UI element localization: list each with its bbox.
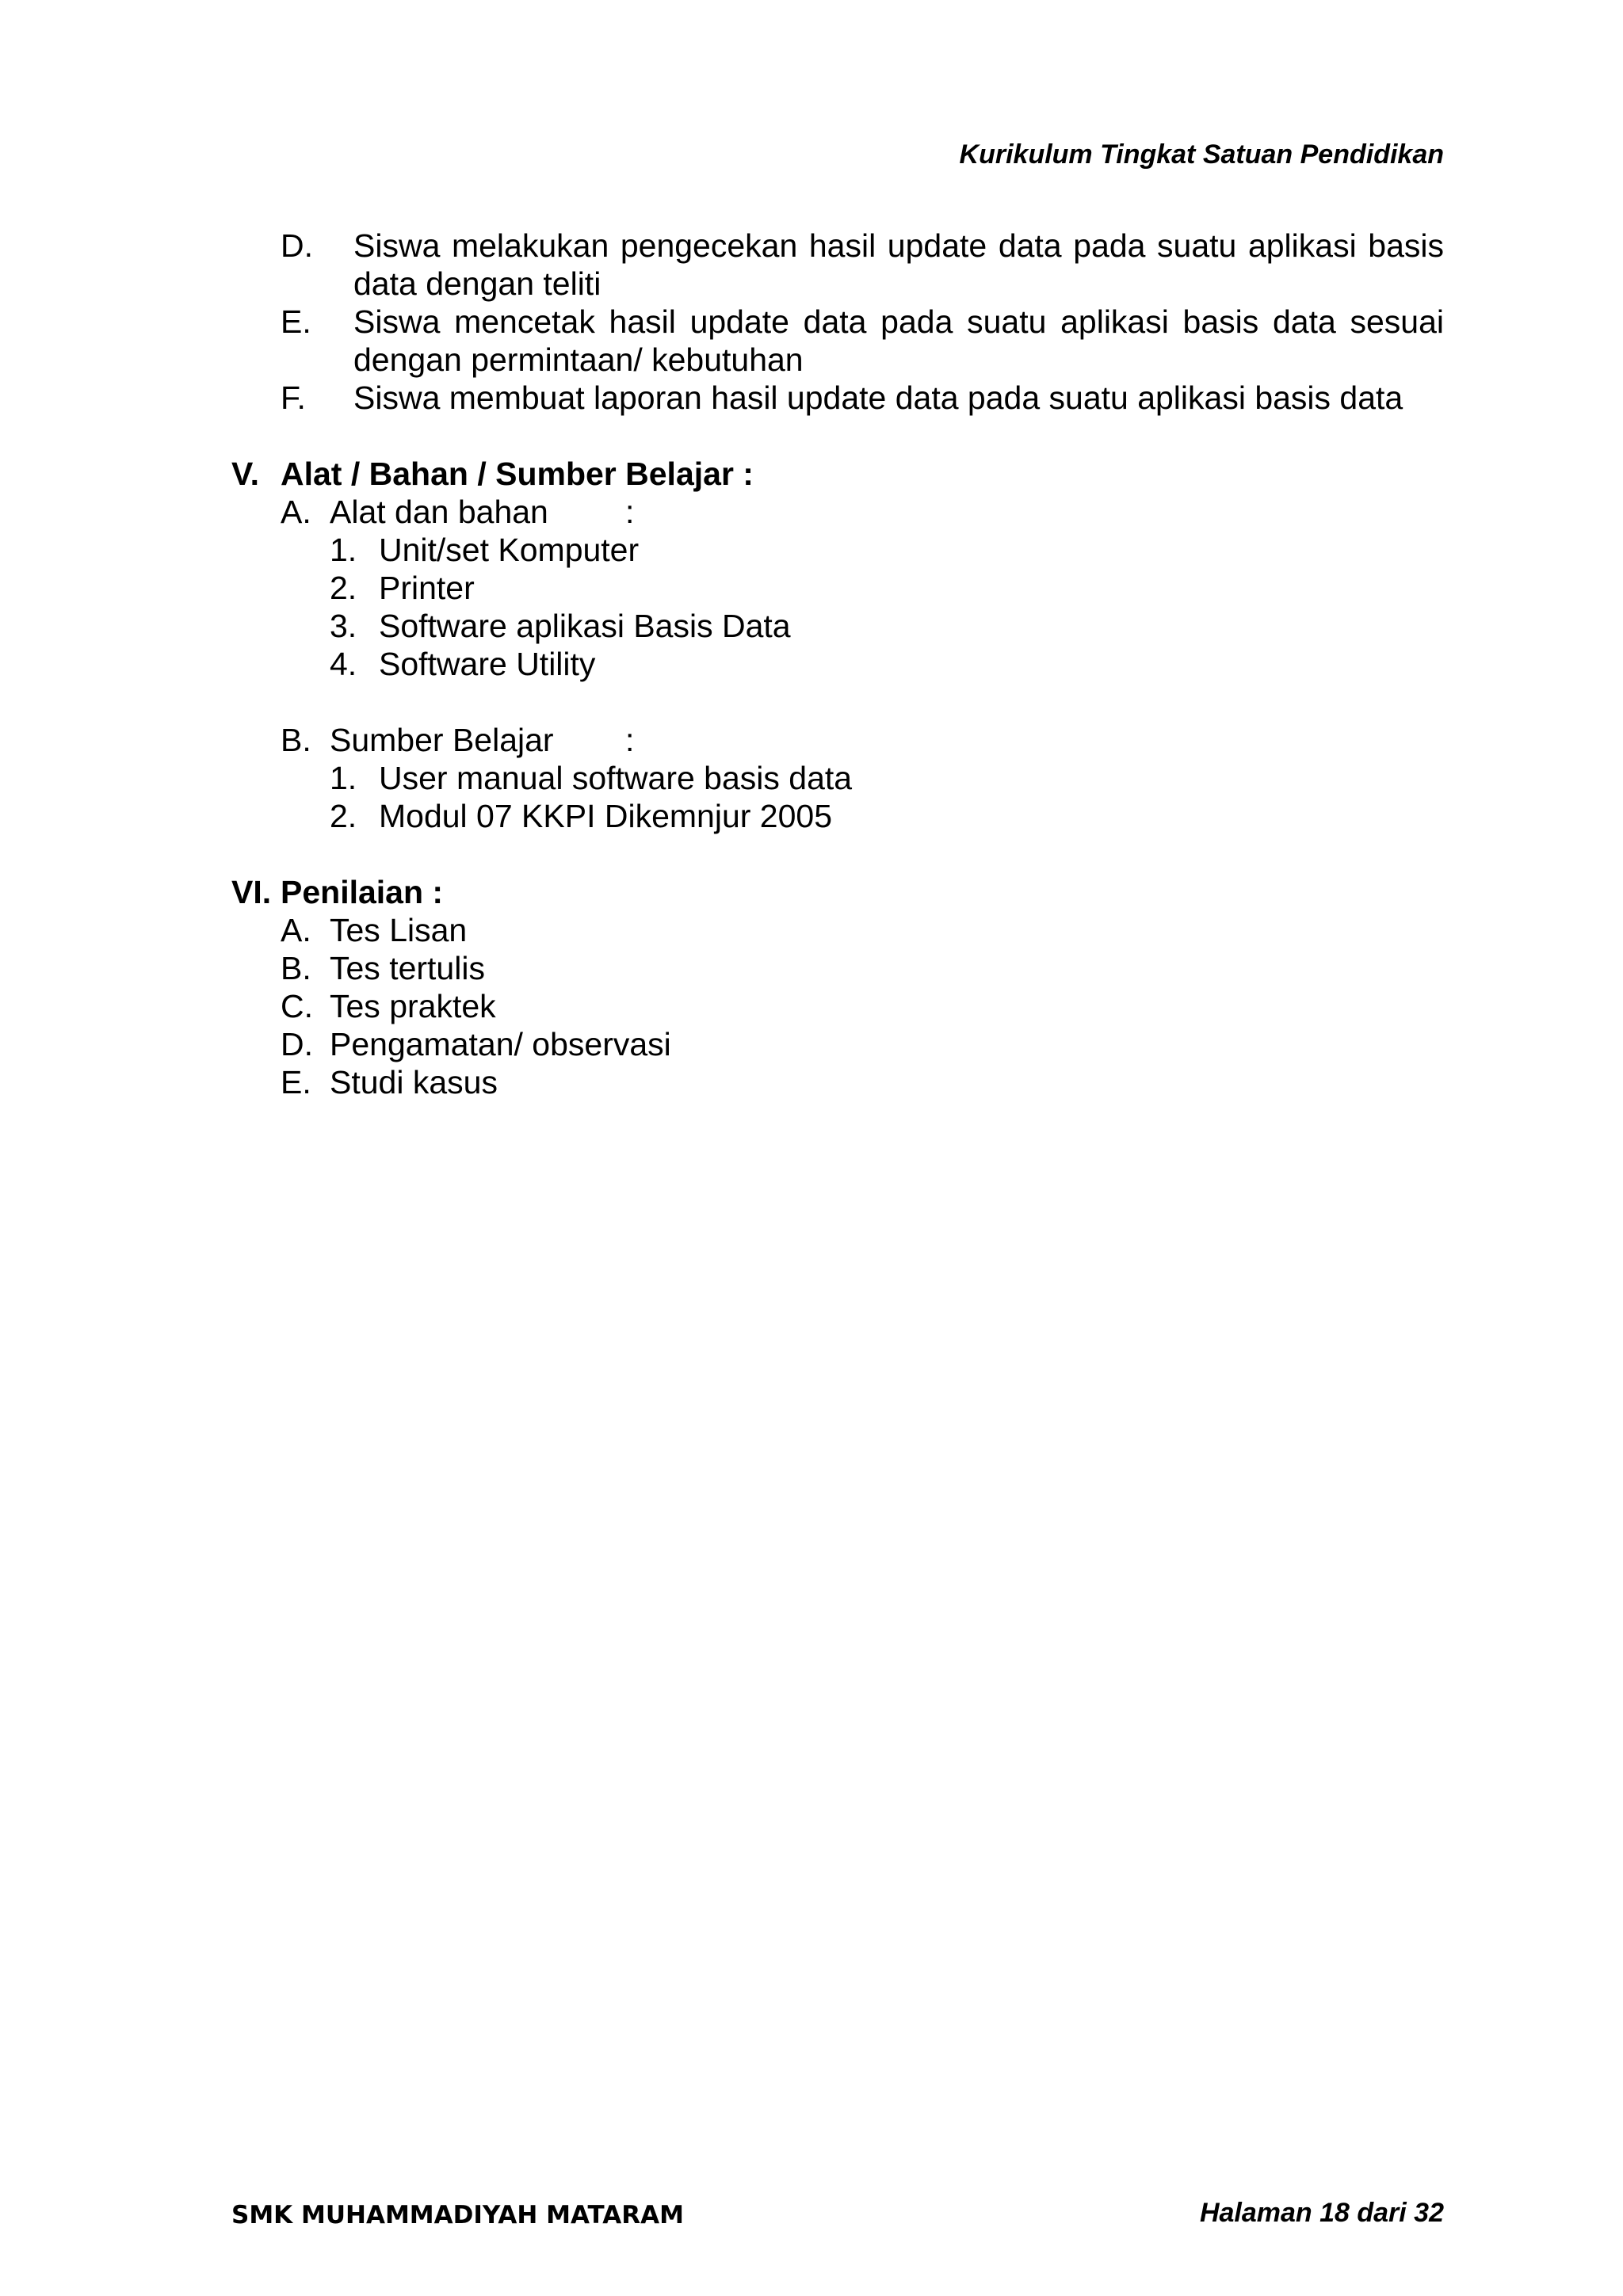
list-item-label: D. (281, 227, 313, 264)
assessment-item (281, 1063, 1444, 1101)
list-item-label: D. (281, 1026, 313, 1062)
list-item (330, 607, 1444, 645)
subsection-label: A. (281, 494, 311, 530)
list-item-text: Siswa membuat laporan hasil update data pada suatu aplikasi basis data (353, 379, 1403, 416)
list-item-label: 1. (330, 760, 357, 796)
section-number: V. (231, 456, 259, 492)
list-item-text: Tes tertulis (330, 950, 485, 986)
subsection-name: Alat dan bahan (330, 494, 548, 530)
list-item-label: 1. (330, 532, 357, 568)
list-item-label: B. (281, 950, 311, 986)
list-item-label: 4. (330, 646, 357, 682)
section-title: Alat / Bahan / Sumber Belajar : (281, 456, 754, 492)
section-v-heading (231, 455, 1444, 493)
list-item-label: 3. (330, 608, 357, 644)
subsection-a-heading (281, 493, 1444, 531)
list-item-text: Printer (379, 570, 475, 606)
subsection-colon: : (625, 494, 635, 530)
subsection-label: B. (281, 722, 311, 758)
list-item-text: Studi kasus (330, 1064, 498, 1100)
list-item-label: 2. (330, 570, 357, 606)
footer-page-number: Halaman 18 dari 32 (1199, 2198, 1444, 2228)
document-body (231, 227, 1444, 1101)
list-item-text: Tes Lisan (330, 912, 468, 948)
list-item-text: Software Utility (379, 646, 596, 682)
list-item (281, 227, 1444, 303)
assessment-item (281, 987, 1444, 1025)
list-item-text: Siswa melakukan pengecekan hasil update data pada suatu aplikasi basis data dengan teliti (353, 227, 1444, 302)
subsection-b-heading (281, 721, 1444, 759)
tools-list (330, 531, 1444, 683)
list-item-label: E. (281, 303, 311, 340)
continued-activity-list (281, 227, 1444, 417)
list-item (281, 303, 1444, 379)
list-item-text: User manual software basis data (379, 760, 853, 796)
list-item-text: Software aplikasi Basis Data (379, 608, 791, 644)
subsection-name: Sumber Belajar (330, 722, 554, 758)
list-item-text: Pengamatan/ observasi (330, 1026, 671, 1062)
list-item-text: Modul 07 KKPI Dikemnjur 2005 (379, 798, 833, 834)
list-item-text: Unit/set Komputer (379, 532, 640, 568)
subsection-colon: : (625, 722, 635, 758)
list-item-text: Siswa mencetak hasil update data pada suatu aplikasi basis data sesuai dengan permintaan/ kebutuhan (353, 303, 1444, 378)
page-header-title: Kurikulum Tingkat Satuan Pendidikan (959, 139, 1444, 170)
list-item-label: 2. (330, 798, 357, 834)
assessment-item (281, 949, 1444, 987)
footer-school-name: SMK MUHAMMADIYAH MATARAM (231, 2201, 684, 2229)
list-item (281, 379, 1444, 417)
list-item (330, 759, 1444, 797)
assessment-item (281, 1025, 1444, 1063)
list-item-label: F. (281, 379, 306, 416)
assessment-item (281, 911, 1444, 949)
list-item-label: C. (281, 988, 313, 1024)
list-item-text: Tes praktek (330, 988, 496, 1024)
list-item (330, 797, 1444, 835)
list-item (330, 531, 1444, 569)
section-vi-heading (231, 873, 1444, 911)
learning-sources-list (330, 759, 1444, 835)
list-item-label: E. (281, 1064, 311, 1100)
section-title: Penilaian : (281, 874, 444, 910)
list-item (330, 569, 1444, 607)
spacer (231, 683, 1444, 721)
section-number: VI. (231, 874, 272, 910)
list-item-label: A. (281, 912, 311, 948)
list-item (330, 645, 1444, 683)
